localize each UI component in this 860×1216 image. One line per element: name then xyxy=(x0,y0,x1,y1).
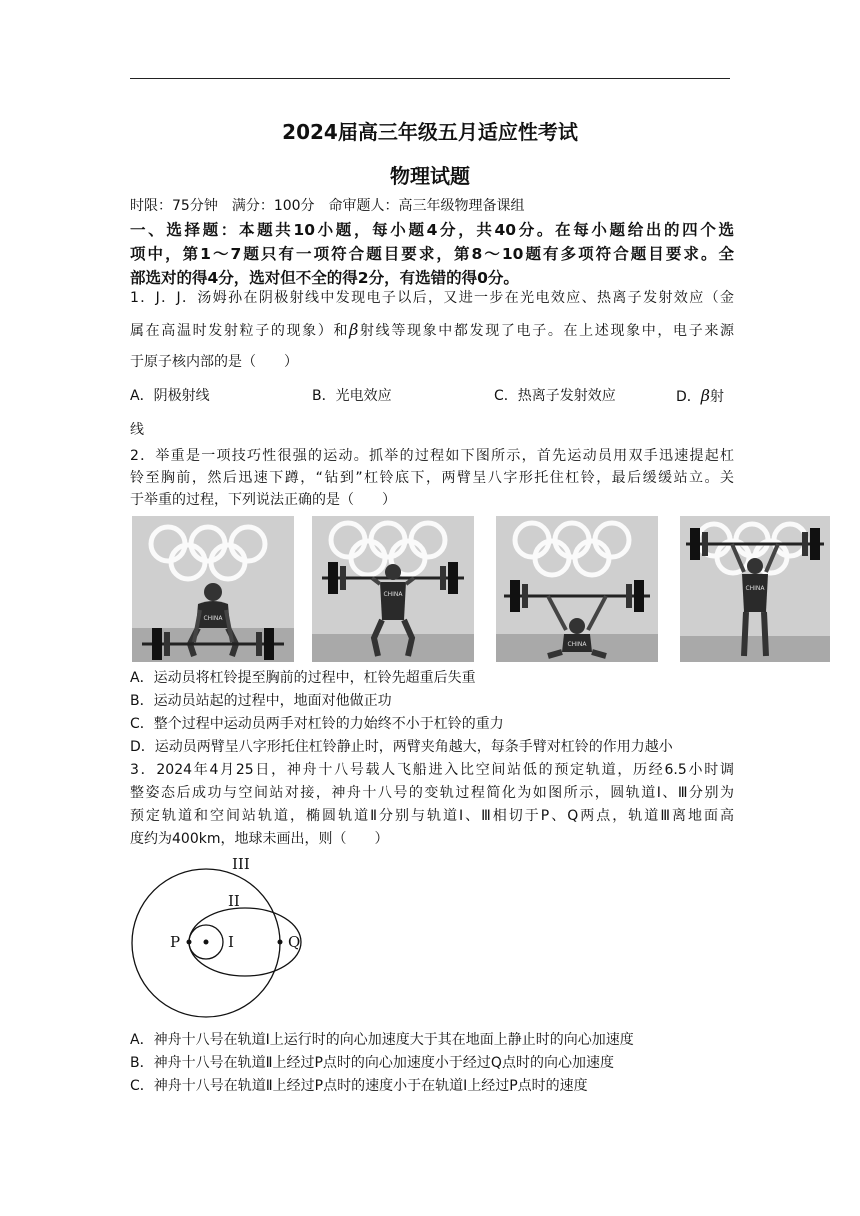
exam-info: 时限：75分钟 满分：100分 命审题人：高三年级物理备课组 xyxy=(130,198,525,214)
q1-option-d-beta: β xyxy=(700,386,711,405)
section-heading-line-1: 一、选择题：本题共10小题，每小题4分，共40分。在每小题给出的四个选 xyxy=(130,221,734,239)
beta-symbol: β xyxy=(349,320,359,339)
q2-line-1: 2．举重是一项技巧性很强的运动。抓举的过程如下图所示，首先运动员用双手迅速提起杠 xyxy=(130,448,734,464)
point-p-dot xyxy=(187,940,192,945)
q1-option-d-wrap: 线 xyxy=(130,422,144,438)
shirt-text-4: CHINA xyxy=(745,585,765,592)
q1-line-2a: 属在高温时发射粒子的现象）和 xyxy=(130,323,350,339)
q2-option-c: C．整个过程中运动员两手对杠铃的力始终不小于杠铃的重力 xyxy=(130,716,504,732)
q1-line-1: 1．J．J．汤姆孙在阴极射线中发现电子以后，又进一步在光电效应、热离子发射效应（金 xyxy=(130,290,734,306)
q1-option-c: C．热离子发射效应 xyxy=(494,388,616,404)
weightlift-photo-2 xyxy=(312,516,474,662)
q1-option-d-suffix: 射 xyxy=(710,389,725,405)
q2-line-3: 于举重的过程，下列说法正确的是（ ） xyxy=(130,492,396,508)
q1-line-3: 于原子核内部的是（ ） xyxy=(130,354,298,370)
section-heading-line-2: 项中，第1～7题只有一项符合题目要求，第8～10题有多项符合题目要求。全 xyxy=(130,245,734,263)
q2-option-a: A．运动员将杠铃提至胸前的过程中，杠铃先超重后失重 xyxy=(130,670,476,686)
point-q-label: Q xyxy=(288,933,301,951)
point-q-dot xyxy=(278,940,283,945)
q1-option-d xyxy=(676,386,724,407)
q1-line-2 xyxy=(130,320,734,341)
shirt-text-2: CHINA xyxy=(383,591,403,598)
q1-option-b: B．光电效应 xyxy=(312,388,392,404)
q3-line-2: 整姿态后成功与空间站对接，神舟十八号的变轨过程简化为如图所示，圆轨道Ⅰ、Ⅲ分别为 xyxy=(130,785,734,801)
q3-option-b: B．神舟十八号在轨道Ⅱ上经过P点时的向心加速度小于经过Q点时的向心加速度 xyxy=(130,1055,614,1071)
q1-option-a: A．阴极射线 xyxy=(130,388,210,404)
q1-line-2b: 射线等现象中都发现了电子。在上述现象中，电子来源 xyxy=(358,323,735,339)
header-rule xyxy=(130,78,730,79)
exam-subtitle: 物理试题 xyxy=(390,164,470,188)
q2-option-d: D．运动员两臂呈八字形托住杠铃静止时，两臂夹角越大，每条手臂对杠铃的作用力越小 xyxy=(130,739,673,755)
q3-option-c: C．神舟十八号在轨道Ⅱ上经过P点时的速度小于在轨道Ⅰ上经过P点时的速度 xyxy=(130,1078,588,1094)
orbit-3-label: III xyxy=(232,855,250,873)
q3-option-a: A．神舟十八号在轨道Ⅰ上运行时的向心加速度大于其在地面上静止时的向心加速度 xyxy=(130,1032,634,1048)
orbit-1-label: I xyxy=(228,933,234,951)
point-p-label: P xyxy=(170,933,181,951)
orbit-2-label: II xyxy=(228,892,240,910)
weightlift-photo-1 xyxy=(132,516,294,662)
q3-line-3: 预定轨道和空间站轨道，椭圆轨道Ⅱ分别与轨道Ⅰ、Ⅲ相切于P、Q两点，轨道Ⅲ离地面高 xyxy=(130,808,734,824)
weightlift-photo-4 xyxy=(680,516,830,662)
earth-center xyxy=(204,940,209,945)
q3-line-1: 3．2024年4月25日，神舟十八号载人飞船进入比空间站低的预定轨道，历经6.5小时调 xyxy=(130,762,734,778)
q2-line-2: 铃至胸前，然后迅速下蹲，“钻到”杠铃底下，两臂呈八字形托住杠铃，最后缓缓站立。关 xyxy=(130,470,734,486)
q3-line-4: 度约为400km，地球未画出，则（ ） xyxy=(130,831,389,847)
shirt-text-3: CHINA xyxy=(567,641,587,648)
section-heading-line-3: 部选对的得4分，选对但不全的得2分，有选错的得0分。 xyxy=(130,269,519,287)
q1-option-d-prefix: D． xyxy=(676,389,701,405)
exam-title: 2024届高三年级五月适应性考试 xyxy=(282,120,578,144)
q2-option-b: B．运动员站起的过程中，地面对他做正功 xyxy=(130,693,392,709)
weightlift-photo-3 xyxy=(496,516,658,662)
shirt-text-1: CHINA xyxy=(203,615,223,622)
orbit-diagram xyxy=(128,852,308,1020)
